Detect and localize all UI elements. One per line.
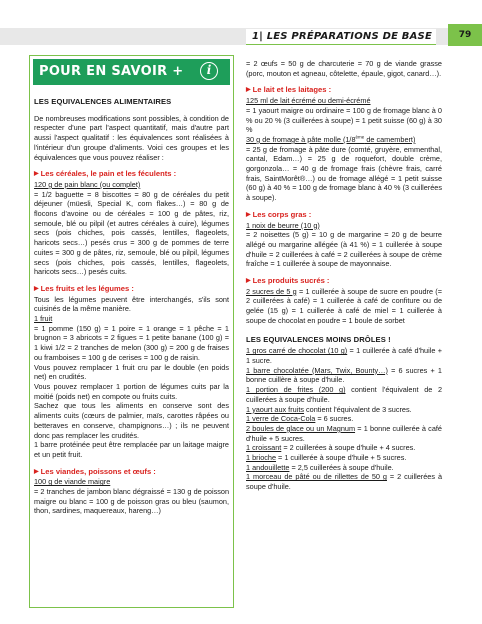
dairy-reference: 125 ml de lait écrémé ou demi-écrémé (246, 96, 371, 106)
page-number: 79 (448, 24, 482, 46)
cereals-reference: 120 g de pain blanc (ou complet) (34, 179, 141, 189)
arrow-icon: ▶ (34, 285, 39, 292)
list-item: 1 yaourt aux fruits contient l'équivalent de 3 sucres. (246, 404, 412, 414)
header-rule (246, 44, 436, 45)
list-item: 1 brioche = 1 cuillerée à soupe d'huile + 5 sucres. (246, 453, 407, 463)
list-item: 1 gros carré de chocolat (10 g) = 1 cuillerée à café d'huile + 1 sucre. (246, 346, 442, 365)
chapter-title: 1| LES PRÉPARATIONS DE BASE (246, 29, 436, 45)
fruits-text: Vous pouvez remplacer 1 portion de légumes cuits par la moitié (poids net) en compote ou fruits cuits. (34, 381, 229, 401)
meats-text-continued: = 2 œufs = 50 g de charcuterie = 70 g de viande grasse (porc, mouton et agneau, côtelette, épaule, gigot, canard…). (246, 59, 442, 78)
fruits-text: 1 barre protéinée peut être remplacée par un laitage maigre et un petit fruit. (34, 440, 229, 459)
fun-list (246, 346, 442, 492)
list-item: 1 portion de frites (200 g) contient l'équivalent de 2 cuillerées à soupe d'huile. (246, 385, 442, 404)
sugar-text: 2 sucres de 5 g = 1 cuillerée à soupe de sucre en poudre (= 2 cuillerées à café) = 1 cuillerée à café de confiture ou de gelée (15 g) = 1 cuillerée à café de miel = 1 cuillerée à soupe de chocolat en poudre = 1 boule de sorbet (246, 286, 442, 325)
section-heading: LES EQUIVALENCES ALIMENTAIRES (34, 97, 172, 106)
sugar-heading: ▶ Les produits sucrés : (246, 276, 330, 286)
info-box-title: POUR EN SAVOIR + (33, 59, 230, 85)
dairy-text: = 25 g de fromage à pâte dure (comté, gruyère, emmenthal, cantal, Edam…) = 25 g de roquefort, double crème, gorgonzola… = 40 g de fromage frais (chèvre frais, carré frais, SaintMorêt®…) ou de fromage allégé = 1 petit suisse (60 g) à 40 % = 100 g de fromage blanc à 40 % (3 cuillerées à soupe). (246, 144, 442, 203)
dairy-reference: 30 g de fromage à pâte molle (1/8ème de camembert) (246, 134, 416, 144)
fruits-text: Sachez que tous les aliments en conserve sont des aliments cuits (cœurs de palmier, maïs, carottes râpées ou betteraves en conserve, champignons…) ; ils ne peuvent donc pas remplacer les crudités. (34, 401, 229, 440)
right-column (246, 59, 442, 492)
page-header (0, 0, 482, 45)
dairy-text: = 1 yaourt maigre ou ordinaire = 100 g de fromage blanc à 0 % ou 20 % (3 cuillerées à soupe) = 1 petit suisse (60 g) à 30 % (246, 105, 442, 135)
fun-heading: LES EQUIVALENCES MOINS DRÔLES ! (246, 334, 391, 344)
arrow-icon: ▶ (34, 171, 39, 178)
arrow-icon: ▶ (246, 278, 251, 285)
fats-text: = 2 noisettes (5 g) = 10 g de margarine = 20 g de beurre allégé ou margarine allégée (à 41 %) = 1 cuillerée à soupe d'huile = 2 cuillerées à café = 2 cuillerées à soupe de crème fraîche = 1 cuillerée à soupe de mayonnaise. (246, 230, 442, 269)
fruits-reference: 1 fruit (34, 314, 53, 324)
arrow-icon: ▶ (34, 468, 39, 475)
fruits-text: = 1 pomme (150 g) = 1 poire = 1 orange = 1 pêche = 1 brugnon = 3 abricots = 2 figues = 1 petite banane (100 g) = 1 kiwi 1/2 = 2 tranches de melon (300 g) = 200 g de fraises ou framboises = 100 g de cerises = 100 g de raisin. (34, 323, 229, 362)
meats-reference: 100 g de viande maigre (34, 477, 111, 487)
fruits-heading: ▶ Les fruits et les légumes : (34, 283, 134, 293)
fruits-text: Tous les légumes peuvent être interchangés, s'ils sont cuisinés de la même manière. (34, 294, 229, 314)
dairy-heading: ▶ Le lait et les laitages : (246, 85, 332, 95)
list-item: 1 croissant = 2 cuillerées à soupe d'huile + 4 sucres. (246, 443, 416, 453)
list-item: 1 barre chocolatée (Mars, Twix, Bounty…) = 6 sucres + 1 bonne cuillère à soupe d'huile. (246, 365, 442, 385)
info-icon: i (200, 62, 218, 80)
fats-heading: ▶ Les corps gras : (246, 209, 312, 219)
list-item: 1 morceau de pâté ou de rillettes de 50 g = 2 cuillerées à soupe d'huile. (246, 472, 442, 492)
arrow-icon: ▶ (246, 211, 251, 218)
meats-heading: ▶ Les viandes, poissons et œufs : (34, 466, 156, 476)
intro-paragraph: De nombreuses modifications sont possibles, à condition de respecter d'une part l'aspect quantitatif, mais d'autre part aussi l'aspect qualitatif : les équivalences sont réalisées à l'intérieur d'un groupe d'aliments. Voici ces groupes et les équivalences que vous pouvez réaliser : (34, 113, 229, 162)
cereals-heading: ▶ Les céréales, le pain et les féculents : (34, 169, 177, 179)
list-item: 1 verre de Coca-Cola = 6 sucres. (246, 414, 354, 424)
fruits-text: Vous pouvez remplacer 1 fruit cru par le double (en poids net) en crudités. (34, 362, 229, 382)
left-column (34, 95, 229, 516)
fats-reference: 1 noix de beurre (10 g) (246, 220, 320, 230)
cereals-text: = 1/2 baguette = 8 biscottes = 80 g de céréales du petit déjeuner (müesli, Special K, corn flakes…) = 80 g de flocons d'avoine ou de céréales = 100 g de pâtes, riz, semoule, blé ou pilpil (et autres céréales à cuire), légumes secs (pois chiches, pois cassés, lentilles, flageolets, haricots secs…) pesés crus = 300 g de pommes de terre cuites = 300 g de pâtes, riz, semoule, blé ou pilpil, légumes secs (pois chiches, pois cassés, lentilles, flageolets, haricots secs…) pesés cuits. (34, 189, 229, 277)
list-item: 2 boules de glace ou un Magnum = 1 bonne cuillerée à café d'huile + 5 sucres. (246, 423, 442, 443)
arrow-icon: ▶ (246, 87, 251, 94)
meats-text: = 2 tranches de jambon blanc dégraissé = 130 g de poisson maigre ou blanc = 100 g de poisson gras ou bleu (saumon, thon, sardines, maquereaux, hareng…) (34, 487, 229, 516)
list-item: 1 andouillette = 2,5 cuillerées à soupe d'huile. (246, 462, 394, 472)
